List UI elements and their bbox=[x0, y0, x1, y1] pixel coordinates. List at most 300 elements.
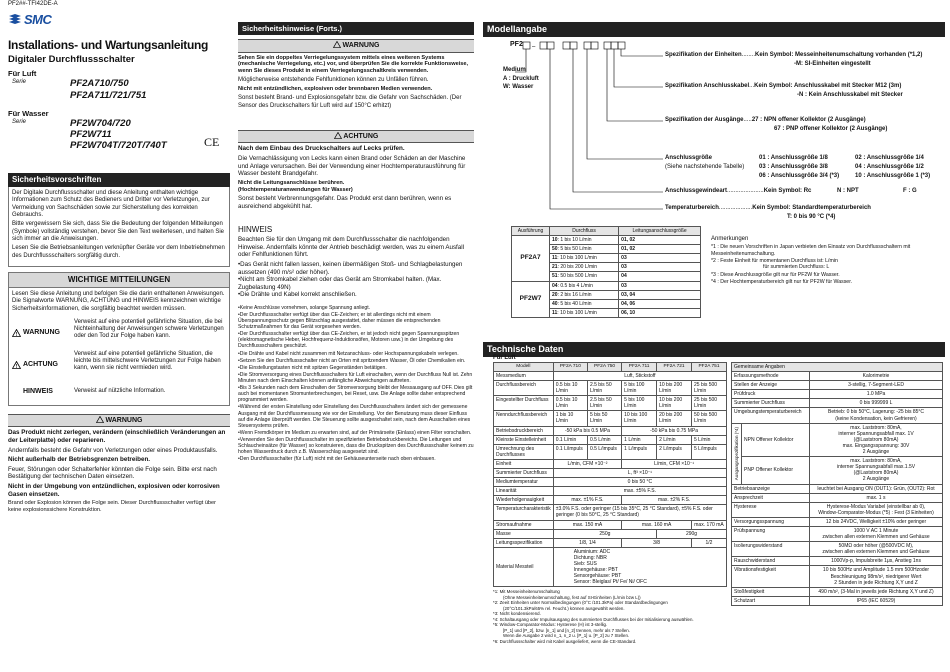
tech-cell: max. 170 mA bbox=[692, 520, 727, 529]
spec-temp bbox=[665, 205, 871, 212]
table-row bbox=[732, 399, 943, 408]
tech-cell: 1 L/min bbox=[622, 435, 657, 444]
tech-common-table bbox=[731, 362, 943, 606]
table-row bbox=[494, 505, 727, 520]
tech-fn-8: Wenn die Ausgabe 2 wird n_1, n_2 u. [P_1] u. [P_2] zu 7 Stellen. bbox=[503, 633, 630, 639]
notes-text-achtung: Verweist auf eine potentiell gefährliche Situation, die leichte bis mittelschwere Verletzungen zur Folge haben kann, wenn sie nicht vermieden wird. bbox=[74, 350, 221, 372]
common-cell: Erfassungsmethode bbox=[732, 372, 810, 381]
spec-thread-name: Anschlussgewindeart bbox=[665, 187, 728, 194]
spec-cable-dots: ... bbox=[749, 82, 755, 89]
warn2-h: Nicht mit entzündlichen, explosiven oder brennbaren Medien verwenden. bbox=[238, 86, 433, 93]
tech-cell: Umrechnung des Durchflusses bbox=[494, 444, 554, 459]
spec-thread-val2: N : NPT bbox=[837, 187, 859, 194]
tech-cell: Betriebsdruckbereich bbox=[494, 426, 554, 435]
common-cell: 0 bis 999999 L bbox=[810, 399, 943, 408]
table-row: 11: 10 bis 100 L/min 03 bbox=[512, 254, 701, 263]
sec1-p2: Bitte vergewissern Sie sich, dass Sie die Bedeutung der folgenden Mitteilungen (Symbole) vollständig verstehen, bevor Sie den Text weiterlesen, und halten Sie sich immer an die Anweisungen. bbox=[12, 221, 225, 242]
hinweis-item2-11: •Den Durchflussschalter (für Luft) nicht mit der Gehäuseunterseite nach oben einbauen. bbox=[238, 456, 436, 463]
spec-size-line1: 04 : Anschlussgröße 1/2 bbox=[855, 163, 924, 170]
notes-row-warnung bbox=[12, 319, 226, 347]
caution-h2: Nicht die Leitungsanschlüsse berühren. bbox=[238, 179, 345, 186]
tech-cell: Summierter Durchfluss bbox=[494, 468, 554, 477]
model-note-1: *2 : Feste Einheit für momentanen Durchfluss ist: L/min bbox=[711, 258, 838, 264]
tech-cell: 0 bis 50 °C bbox=[553, 478, 726, 487]
warn1-h2: Nicht außerhalb der Betriebsgrenzen betreiben. bbox=[8, 456, 151, 464]
common-cell: Stoßfestigkeit bbox=[732, 587, 810, 596]
tech-cell: Wiederholgenauigkeit bbox=[494, 496, 554, 505]
tech-cell: L/min, CFM ×10⁻² bbox=[553, 459, 621, 468]
model-notes-title: Anmerkungen bbox=[711, 236, 749, 242]
common-title: Gemeinsame Angaben bbox=[732, 363, 943, 372]
medium-a: A : Druckluft bbox=[503, 75, 539, 82]
flow-group-a: PF2A7 bbox=[512, 236, 550, 281]
tech-cell: max. ±5% F.S. bbox=[553, 487, 726, 496]
column-right bbox=[483, 0, 945, 672]
spec-temp-val: Kein Symbol: Standardtemperaturbereich bbox=[752, 204, 871, 211]
tech-cell: L, ft³ ×10⁻¹ bbox=[553, 468, 726, 477]
flow-range: 10 bis 100 L/min bbox=[560, 309, 597, 316]
tech-cell: 1/8, 1/4 bbox=[553, 538, 621, 547]
notes-p: Lesen Sie diese Anleitung und befolgen Sie die darin enthaltenen Anweisungen. Die Signalworte WARNUNG, ACHTUNG und HINWEIS kennzeichnen wichtige Sicherheitsinformationen, die sorgfältig beachtet werden müssen. bbox=[12, 290, 225, 312]
tech-col-5: PF2A 751 bbox=[692, 363, 727, 372]
common-cell: 12 bis 24VDC, Welligkeit ±10% oder geringer bbox=[810, 517, 943, 526]
caution-t1: Die Vernachlässigung von Lecks kann einen Brand oder Schäden an der Maschine und Anlage verursachen. Bei der Verwendung einer Hochtemperaturausführung für Wasser besteht Brandgefahr. bbox=[238, 155, 466, 178]
table-row bbox=[494, 478, 727, 487]
spec-thread-dots: ...................... bbox=[727, 187, 764, 194]
table-row: 11: 10 bis 100 L/min 06, 10 bbox=[512, 308, 701, 317]
sec2-title: Sicherheitshinweise (Forts.) bbox=[238, 22, 474, 35]
flow-size: 01, 02 bbox=[619, 236, 701, 245]
common-cell: Betriebsanzeige bbox=[732, 484, 810, 493]
tech-cell: 10 bis 200 L/min bbox=[657, 380, 692, 395]
table-row bbox=[732, 517, 943, 526]
tech-fn-4: *3: Nicht kondensierend. bbox=[493, 611, 541, 617]
flow-size: 01, 02 bbox=[619, 245, 701, 254]
flow-size: 03 bbox=[619, 263, 701, 272]
table-row bbox=[732, 493, 943, 502]
table-row bbox=[732, 457, 943, 484]
table-row bbox=[732, 408, 943, 423]
warn1-title bbox=[8, 414, 230, 428]
common-cell: 490 m/s², (3-Mal in jeweils jede Richtung X,Y und Z) bbox=[810, 587, 943, 596]
medium-w: W: Wasser bbox=[503, 83, 534, 90]
table-row bbox=[494, 396, 727, 411]
tech-subtitle: Für Luft bbox=[493, 355, 516, 361]
tech-cell: Material Messteil bbox=[494, 547, 554, 587]
flow-range: 50 bis 500 L/min bbox=[560, 273, 598, 280]
common-side-a bbox=[732, 423, 742, 484]
tech-col-4: PF2A 721 bbox=[657, 363, 692, 372]
model-code-prefix: PF2 bbox=[510, 40, 523, 48]
warn1-t2: Feuer, Störungen oder Schalterfehler könnten die Folge sein. Bitte erst nach Bestätigung der technischen Daten einsetzen. bbox=[8, 465, 217, 481]
common-cell: 1000 V AC 1 Minute zwischen allen externen Klemmen und Gehäuse bbox=[810, 526, 943, 541]
tech-fn-6: *5: Window-Comparator-Modus: Hysterese (H) ist 3-stellig. bbox=[493, 622, 608, 628]
hinweis-item2-0: •Keine Anschlüsse vornehmen, solange Spannung anliegt. bbox=[238, 304, 371, 311]
common-cell: Vibrationsfestigkeit bbox=[732, 566, 810, 587]
warn1-t1: Andernfalls besteht die Gefahr von Verletzungen oder eines Produktausfalls. bbox=[8, 446, 218, 454]
column-middle bbox=[238, 0, 474, 672]
table-row bbox=[732, 526, 943, 541]
table-row bbox=[494, 435, 727, 444]
table-row bbox=[494, 529, 727, 538]
series-air bbox=[8, 69, 230, 109]
common-cell: Hysterese bbox=[732, 502, 810, 517]
tech-cell: 0.5 L/impuls bbox=[587, 444, 621, 459]
flow-range: 2 bis 16 L/min bbox=[560, 291, 592, 298]
table-row bbox=[732, 587, 943, 596]
table-row bbox=[494, 371, 727, 380]
svg-text:!: ! bbox=[15, 331, 18, 337]
table-row bbox=[494, 444, 727, 459]
tech-fn-0: *1: Mit Messeinheitenumschaltung bbox=[493, 589, 560, 595]
hinweis-item-0: •Das Gerät nicht fallen lassen, keinen übermäßigen Stoß- und Schlagbelastungen aussetzen (490 m/s² oder höher). bbox=[238, 260, 463, 276]
spec-size-name: Anschlussgröße bbox=[665, 154, 713, 161]
tech-cell: Eingestellter Durchfluss bbox=[494, 396, 554, 411]
model-note-0: *1 : Die neuen Vorschriften in Japan verbieten den Einsatz von Durchflussschaltern mit Messeinheitenumschaltung. bbox=[711, 244, 911, 257]
table-row bbox=[494, 547, 727, 587]
notes-box bbox=[8, 272, 230, 406]
flow-range: 1 bis 10 L/min bbox=[560, 237, 592, 244]
tech-cell: 3/8 bbox=[622, 538, 692, 547]
tech-air-table bbox=[493, 362, 727, 587]
common-cell: max. 1 s bbox=[810, 493, 943, 502]
tech-footnotes bbox=[493, 589, 727, 644]
common-cell: Rauschwiderstand bbox=[732, 557, 810, 566]
model-note-3: *3 : Diese Anschlussgröße gilt nur für PF2W für Wasser. bbox=[711, 271, 840, 278]
flow-code: 40 bbox=[552, 300, 558, 307]
common-cell: Ansprechzeit bbox=[732, 493, 810, 502]
spec-units-val: Kein Symbol: Messeinheitenumschaltung vorhanden (*1,2) bbox=[755, 51, 923, 58]
doc-title: Installations- und Wartungsanleitung bbox=[8, 38, 209, 53]
spec-thread bbox=[665, 188, 811, 195]
hinweis-item2-3: •Die Drähte und Kabel nicht zusammen mit Netzanschluss- oder Hochspannungskabeln verlegen. bbox=[238, 350, 459, 357]
notes-text-warnung: Verweist auf eine potentiell gefährliche Situation, die bei Nichteinhaltung der Anweisungen schwere Verletzungen oder den Tod zur Folge haben kann. bbox=[74, 318, 224, 340]
flow-size: 04 bbox=[619, 272, 701, 281]
svg-text:–: – bbox=[532, 43, 536, 50]
caution-triangle-icon bbox=[12, 361, 21, 369]
common-cell: Prüfspannung bbox=[732, 526, 810, 541]
table-row bbox=[732, 423, 943, 456]
table-row: 20: 2 bis 16 L/min 03, 04 bbox=[512, 290, 701, 299]
spec-output-dots: ..... bbox=[743, 116, 752, 123]
common-cell: Versorgungsspannung bbox=[732, 517, 810, 526]
common-cell: Schutzart bbox=[732, 596, 810, 605]
tech-cell: max. 150 mA bbox=[553, 520, 621, 529]
hinweis-item2-9: •Wenn Fremdkörper im Medium zu erwarten sind, auf der Primärseite (Einlass) einen Filter vorschalten. bbox=[238, 429, 472, 436]
model-title: Modellangabe bbox=[483, 22, 945, 37]
hinweis-item2-4: •Setzen Sie den Durchflussschalter nicht an Orten mit spritzendem Wasser, Öl oder Chemikalien ein. bbox=[238, 357, 466, 364]
tech-cell: 1 bis 10 L/min bbox=[553, 411, 587, 426]
smc-logo-text: SMC bbox=[24, 12, 52, 28]
tech-col-2: PF2A 750 bbox=[587, 363, 621, 372]
spec-cable bbox=[665, 83, 901, 90]
flow-code: 21 bbox=[552, 264, 558, 271]
spec-size-line2: 06 : Anschlussgröße 3/4 (*3) bbox=[759, 172, 840, 179]
notes-label-warnung: WARNUNG bbox=[23, 328, 60, 336]
tech-cell: 10 bis 100 L/min bbox=[622, 411, 657, 426]
tech-cell: 50 bis 500 L/min bbox=[692, 411, 727, 426]
spec-cable-val2: -N : Kein Anschlusskabel mit Stecker bbox=[797, 91, 903, 98]
spec-output-val2: 67 : PNP offener Kollektor (2 Ausgänge) bbox=[774, 125, 888, 132]
table-row bbox=[732, 381, 943, 390]
ce-mark: CE bbox=[204, 135, 220, 150]
table-row: 21: 20 bis 200 L/min 03 bbox=[512, 263, 701, 272]
tech-cell: ±3.0% F.S. oder geringer (15 bis 35°C, 25 °C Standard), ±5% F.S. oder geringer (0 bis 50°C, 25 °C Standard) bbox=[553, 505, 726, 520]
table-row bbox=[732, 557, 943, 566]
tech-cell: 10 bis 200 L/min bbox=[657, 396, 692, 411]
common-cell: leuchtet bei Ausgang ON (OUT1): Grün, (OUT2): Rot bbox=[810, 484, 943, 493]
hinweis-p: Beachten Sie für den Umgang mit dem Durchflussschalter die nachfolgenden Hinweise. Andernfalls könnte der Antrieb beschädigt werden, was zu einem Ausfall oder Fehlfunktionen führt. bbox=[238, 236, 464, 259]
table-row bbox=[732, 484, 943, 493]
table-row: PF2W7 04: 0.5 bis 4 L/min 03 bbox=[512, 281, 701, 290]
table-row: 51: 50 bis 500 L/min 04 bbox=[512, 272, 701, 281]
tech-fn-3: (20°C/101.3kPa/65% rel. Feucht.) können ausgewählt werden. bbox=[503, 605, 625, 611]
tech-cell: 5 L/min bbox=[692, 435, 727, 444]
common-cell: Stellen der Anzeige bbox=[732, 381, 810, 390]
spec-cable-val: Kein Symbol: Anschlusskabel mit Stecker M12 (3m) bbox=[754, 82, 902, 89]
warn1-t3: Brand oder Explosion können die Folge sein. Dieser Durchflussschalter verfügt über keine explosionssichere Konstruktion. bbox=[8, 500, 217, 514]
flow-code: 10 bbox=[552, 237, 558, 244]
hinweis-item2-2: •Der Durchflussschalter verfügt über das CE-Zeichen, er ist jedoch nicht gegen Spannungsspitzen (elektromagnetische Heber, Hochfrequenz-Induktionsöfen, Motoren usw.) in der Umgebung des Durchflussschalters geschützt. bbox=[238, 331, 460, 350]
common-cell: 10 bis 500Hz und Amplitude 1.5 mm 500Hzoder Beschleunigung 98m/s², niedrigerer Wert 2 Stunden in jede Richtung X,Y und Z bbox=[810, 566, 943, 587]
table-row: 50: 5 bis 50 L/min 01, 02 bbox=[512, 245, 701, 254]
flow-code: 20 bbox=[552, 291, 558, 298]
tech-cell: 250g bbox=[553, 529, 656, 538]
flow-size: 04, 06 bbox=[619, 299, 701, 308]
flow-th-0: Ausführung bbox=[512, 227, 550, 236]
table-row bbox=[732, 502, 943, 517]
flow-group-w: PF2W7 bbox=[512, 281, 550, 317]
hinweis-item2-7: •Bis 3 Sekunden nach dem Einschalten der Stromversorgung bleibt der Messausgang auf OFF. Dies gilt auch bei momentanen Stromunterbrechungen, bei Reset, usw. Die Anlage sollte daher entsprechend programmiert werden. bbox=[238, 385, 473, 404]
common-cell: Prüfdruck bbox=[732, 390, 810, 399]
spec-size-line0: 03 : Anschlussgröße 3/8 bbox=[759, 163, 828, 170]
caution-h1: Nach dem Einbau des Druckschalters auf Lecks prüfen. bbox=[238, 145, 405, 153]
tech-cell: L/min, CFM ×10⁻¹ bbox=[622, 459, 727, 468]
hinweis-item2-8: •Während der ersten Einstellung oder Einstellung des Durchflussschalters ändert sich der gemessene Ausgang mit der Durchflussmessung wie vor der Einstellung. Vor der Benutzung muss dieser Einfluss auf die Anlage überprüft werden. Die Steuerung sollte ausgeschaltet sein, nach dem Ausschalten eines Steuersystems prüfen. bbox=[238, 404, 471, 429]
air-line1: PF2A710/750 bbox=[70, 78, 129, 90]
water-label: Für Wasser bbox=[8, 109, 49, 119]
common-cell: max. Laststrom: 80mA, interner Spannungsabfall max.1.5V (@Laststrom 80mA) 2 Ausgänge bbox=[810, 457, 943, 484]
tech-cell: max. ±1% F.S. bbox=[553, 496, 621, 505]
tech-cell: Aluminium: ADC Dichtung: NBR Sieb: SUS Innengehäuse: PBT Sensorgehäuse: PBT Sensor: Bleiglas/ Pt/ Fe/ Ni/ OFC bbox=[553, 547, 726, 587]
table-row: PF2A7 10: 1 bis 10 L/min 01, 02 bbox=[512, 236, 701, 245]
notes-row-achtung bbox=[12, 351, 226, 379]
hinweis-list bbox=[238, 305, 474, 463]
common-cell: PNP Offener Kollektor bbox=[742, 457, 810, 484]
tech-cell: -50 kPa bis 0.75 MPa bbox=[622, 426, 727, 435]
warn2-p2: Möglicherweise entstehende Fehlfunktionen können zu Unfällen führen. bbox=[238, 77, 429, 84]
caution-triangle-icon bbox=[334, 132, 342, 139]
common-cell: 1.0 MPa bbox=[810, 390, 943, 399]
common-cell: max. Laststrom: 80mA, interner Spannungsabfall max. 1V (@Laststrom 80mA) max. Eingangsspannung: 30V 2 Ausgänge bbox=[810, 423, 943, 456]
table-row bbox=[732, 390, 943, 399]
tech-cell: max. ±2% F.S. bbox=[622, 496, 727, 505]
tech-cell: 0.5 bis 10 L/min bbox=[553, 396, 587, 411]
table-row bbox=[732, 542, 943, 557]
flow-range: 5 bis 50 L/min bbox=[560, 246, 592, 253]
spec-temp-name: Temperaturbereich bbox=[665, 204, 719, 211]
tech-cell: 5 bis 100 L/min bbox=[622, 380, 657, 395]
warn1-h3: Nicht in der Umgebung von entzündlichen, explosiven oder korrosiven Gasen einsetzen. bbox=[8, 483, 220, 498]
spec-temp-dots: .................... bbox=[718, 204, 753, 211]
water-line2: PF2W711 bbox=[70, 129, 112, 141]
common-cell: Betrieb: 0 bis 50°C, Lagerung: -25 bis 85°C (keine Kondensation, kein Gefrieren) bbox=[810, 408, 943, 423]
spec-thread-val3: F : G bbox=[903, 187, 917, 194]
spec-units-dots: ........ bbox=[741, 51, 756, 58]
caution-h2b: (Hochtemperaturanwendungen für Wasser) bbox=[238, 186, 353, 193]
smc-logo bbox=[8, 12, 230, 28]
warn2-t: Sonst besteht Brand- und Explosionsgefahr bzw. die Gefahr von Sachschäden. (Der Sensor des Druckschalters für Luft wird auf 150°C erhitzt) bbox=[238, 95, 462, 109]
tech-cell: -50 kPa bis 0.5 MPa bbox=[553, 426, 621, 435]
warn2-p: Sehen Sie ein doppeltes Verriegelungssystem mittels eines weiteren Systems (mechanische Verriegelung, etc.) vor, und überprüfen Sie die korrekte Funktionsweise, wenn Sie dieses Produkt in einem Verriegelungsschaltkreis verwenden. bbox=[238, 54, 469, 75]
hinweis-title: HINWEIS bbox=[238, 224, 273, 234]
tech-cell: 0.1 L/min bbox=[553, 435, 587, 444]
tech-fn-2: *2: Zeeit Einheiten unter Normalbedingungen (0°C /101.3kPa) oder Standardbedingungen bbox=[493, 600, 668, 606]
table-row bbox=[732, 566, 943, 587]
flow-size: 06, 10 bbox=[619, 308, 701, 317]
common-cell: Summierter Durchfluss bbox=[732, 399, 810, 408]
tech-cell: max. 160 mA bbox=[622, 520, 692, 529]
hinweis-item-2: •Die Drähte und Kabel korrekt anschließen. bbox=[238, 291, 357, 299]
tech-col-0: Modell bbox=[494, 363, 554, 372]
spec-output bbox=[665, 117, 866, 124]
tech-cell: Mediumtemperatur bbox=[494, 478, 554, 487]
tech-fn-7: [P_1] und [P_2], bzw. [n_1] und [n_2] trennen, mehr als 7 Stellen. bbox=[503, 627, 630, 633]
tech-fn-9: *6: Durchflussschalter wird mit Kabel ausgeliefert, wenn die CE-Standard. bbox=[493, 638, 637, 644]
common-cell: 50MΩ oder höher (@500VDC M), zwischen allen externen Klemmen und Gehäuse bbox=[810, 542, 943, 557]
spec-units bbox=[665, 52, 922, 59]
flow-range: 5 bis 40 L/min bbox=[560, 300, 592, 307]
sec1-p3: Lesen Sie die Betriebsanleitungen verknüpfter Geräte vor dem Inbetriebnehmen des Durchflussschalters sorgfältig durch. bbox=[12, 245, 225, 259]
flow-code: 50 bbox=[552, 246, 558, 253]
model-note-4: *4 : Der Hochtemperaturbereich gilt nur für PF2W für Wasser. bbox=[711, 279, 853, 286]
hinweis-item2-1: •Der Durchflussschalter verfügt über das CE-Zeichen; er ist allerdings nicht mit einem Überspannungsschutz gegen Blitzschlag ausgestattet, daher müssen die entsprechenden Schutzmaßnahmen für das Gerät vorgesehen werden. bbox=[238, 311, 441, 331]
tech-cell: 1 L/impuls bbox=[622, 444, 657, 459]
tech-cell: 0.5 bis 10 L/min bbox=[553, 380, 587, 395]
tech-cell: Temperaturcharakteristik bbox=[494, 505, 554, 520]
flow-size: 03, 04 bbox=[619, 290, 701, 299]
tech-cell: Stromaufnahme bbox=[494, 520, 554, 529]
tech-cell: 2 L/min bbox=[657, 435, 692, 444]
tech-title: Technische Daten bbox=[483, 342, 945, 357]
caution-title bbox=[238, 130, 474, 144]
tech-cell: 2.5 bis 50 L/min bbox=[587, 380, 621, 395]
table-row bbox=[494, 487, 727, 496]
water-line3: PF2W704T/720T/740T bbox=[70, 140, 167, 152]
model-notes bbox=[711, 236, 943, 285]
flow-code: 51 bbox=[552, 273, 558, 280]
water-line1: PF2W704/720 bbox=[70, 118, 131, 130]
spec-size-note: (Siehe nachstehende Tabelle) bbox=[665, 163, 745, 170]
tech-cell: 290g bbox=[657, 529, 727, 538]
flow-code: 11 bbox=[552, 309, 558, 316]
table-row bbox=[494, 459, 727, 468]
tech-air-wrap bbox=[493, 362, 727, 644]
flow-range: 20 bis 200 L/min bbox=[560, 264, 598, 271]
tech-cell: 2 L/impuls bbox=[657, 444, 692, 459]
tech-cell: 25 bis 500 L/min bbox=[692, 396, 727, 411]
caution-t2: Sonst besteht Verbrennungsgefahr. Das Produkt erst dann berühren, wenn es ausreichend abgekühlt hat. bbox=[238, 195, 452, 210]
tech-cell: 5 bis 50 L/min bbox=[587, 411, 621, 426]
spec-units-name: Spezifikation der Einheiten bbox=[665, 51, 742, 58]
tech-cell: 2.5 bis 50 L/min bbox=[587, 396, 621, 411]
spec-size-line3: 10 : Anschlussgröße 1 (*3) bbox=[855, 172, 931, 179]
tech-cell: 5 L/impuls bbox=[692, 444, 727, 459]
hinweis-item2-6: •Die Stromversorgung eines Durchflussschalters für Luft einschalten, wenn der Durchfluss Null ist. Zehn Minuten nach dem Einschalten können anfängliche Abweichungen auftreten. bbox=[238, 371, 473, 384]
air-line2: PF2A711/721/751 bbox=[70, 90, 147, 102]
sec1-p1: Der Digitale Durchflussschalter und diese Anleitung enthalten wichtige Informationen zum Schutz des Bedieners und Dritter vor Verletzungen, zur Vermeidung von Sachschäden sowie zur Sicherstellung des korrekten Gebrauchs. bbox=[12, 190, 210, 219]
tech-fn-5: *4: Schaltausgang oder Impulsausgang des summierten Durchflusses bei der Initialisierung auswählen. bbox=[493, 616, 694, 622]
tech-col-1: PF2A 710 bbox=[553, 363, 587, 372]
spec-units-val2: -M: SI-Einheiten eingestellt bbox=[794, 60, 871, 67]
spec-output-name: Spezifikation der Ausgänge bbox=[665, 116, 744, 123]
table-row bbox=[494, 496, 727, 505]
tech-cell: 1/2 bbox=[692, 538, 727, 547]
air-serie: Serie bbox=[12, 79, 27, 86]
spec-output-val: 27 : NPN offener Kollektor (2 Ausgänge) bbox=[751, 116, 866, 123]
warn1-h1: Das Produkt nicht zerlegen, verändern (einschließlich Veränderungen an der Leiterplatte) oder reparieren. bbox=[8, 429, 226, 445]
tech-cell: Linearität bbox=[494, 487, 554, 496]
common-cell: 3-stellig, 7-Segment-LED bbox=[810, 381, 943, 390]
air-label: Für Luft bbox=[8, 69, 37, 79]
flow-code: 11 bbox=[552, 255, 558, 262]
flow-th-2: Leitungsanschlussgröße bbox=[619, 227, 701, 236]
warning-triangle-icon bbox=[333, 41, 341, 48]
table-row: 40: 5 bis 40 L/min 04, 06 bbox=[512, 299, 701, 308]
caution-title-text: ACHTUNG bbox=[343, 132, 379, 140]
tech-cell: Leitungsspezifikation bbox=[494, 538, 554, 547]
model-code-diagram bbox=[483, 37, 945, 237]
common-cell: IP65 (IEC 60529) bbox=[810, 596, 943, 605]
flow-size: 03 bbox=[619, 281, 701, 290]
common-cell: NPN Offener Kollektor bbox=[742, 423, 810, 456]
tech-cell: Nenndurchflussbereich bbox=[494, 411, 554, 426]
flow-code: 04 bbox=[552, 282, 558, 289]
tech-fn-1: (Ohne Messeinheitenumschaltung, fest auf SI-Einheiten (L/min bzw L)) bbox=[503, 594, 641, 600]
flow-table-wrap bbox=[511, 226, 701, 318]
flow-range: 10 bis 100 L/min bbox=[560, 255, 597, 262]
spec-size-val: 01 : Anschlussgröße 1/8 bbox=[759, 154, 828, 161]
doc-subtitle: Digitaler Durchflussschalter bbox=[8, 53, 135, 65]
tech-cell: Luft, Stickstoff bbox=[553, 371, 726, 380]
medium-label: Medium bbox=[503, 66, 526, 73]
table-row bbox=[494, 411, 727, 426]
tech-cell: Kleinste Einstelleinheit bbox=[494, 435, 554, 444]
spec-thread-val: Kein Symbol: Rc bbox=[763, 187, 812, 194]
flow-range: 0.5 bis 4 L/min bbox=[560, 282, 593, 289]
tech-common-wrap bbox=[731, 362, 943, 606]
warn1-title-text: WARNUNG bbox=[105, 416, 143, 424]
model-note-2: für summierten Durchfluss: L bbox=[763, 264, 830, 271]
svg-text:!: ! bbox=[15, 363, 18, 369]
smc-logo-icon bbox=[8, 14, 22, 26]
tech-cell: Einheit bbox=[494, 459, 554, 468]
column-left bbox=[8, 0, 230, 672]
tech-cell: 0.1 L/impuls bbox=[553, 444, 587, 459]
water-serie: Serie bbox=[12, 119, 27, 126]
notes-label-hinweis: HINWEIS bbox=[23, 387, 53, 395]
tech-cell: 25 bis 500 L/min bbox=[692, 380, 727, 395]
notes-text-hinweis: Verweist auf nützliche Information. bbox=[74, 388, 166, 395]
warning-triangle-icon bbox=[12, 329, 21, 337]
spec-size-val2: 02 : Anschlussgröße 1/4 bbox=[855, 154, 924, 161]
notes-row-hinweis bbox=[12, 383, 226, 401]
sec1-title: Sicherheitsvorschriften bbox=[8, 173, 230, 187]
common-cell: 1000Vp-p, Impulsbreite 1μs, Anstieg 1ns bbox=[810, 557, 943, 566]
table-row bbox=[494, 426, 727, 435]
tech-col-3: PF2A 711 bbox=[622, 363, 657, 372]
tech-cell: 0.5 L/min bbox=[587, 435, 621, 444]
